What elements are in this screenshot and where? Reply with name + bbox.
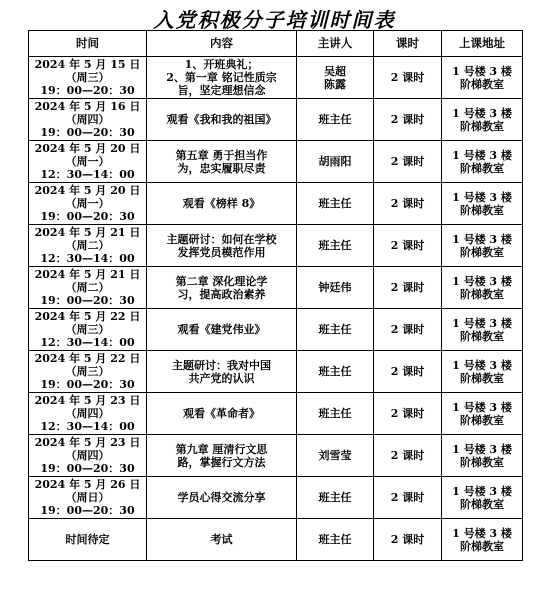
- content-cell-line: 习，提高政治素养: [177, 287, 266, 301]
- content-cell-line: 1、开班典礼；: [184, 58, 259, 71]
- time-cell: [29, 435, 147, 477]
- lecturer-cell-line: 陈露: [324, 77, 346, 91]
- place-cell-line: 阶梯教室: [460, 413, 504, 427]
- content-cell-line: 旨，坚定理想信念: [177, 84, 266, 97]
- time-cell-line: （周三）: [65, 71, 110, 84]
- lecturer-cell-line: 班主任: [318, 533, 352, 546]
- content-cell: [147, 267, 297, 309]
- time-cell-line: 19：00—20：30: [40, 294, 135, 307]
- hours-cell: 2 课时: [374, 393, 442, 435]
- lecturer-cell-line: 吴超: [324, 64, 346, 78]
- place-cell: [442, 183, 523, 225]
- content-cell: [147, 393, 297, 435]
- hours-cell: 2 课时: [374, 183, 442, 225]
- content-cell-line: 学员心得交流分享: [177, 491, 266, 504]
- hours-cell: 2 课时: [374, 267, 442, 309]
- lecturer-cell-line: 胡雨阳: [318, 155, 352, 168]
- place-cell: [442, 435, 523, 477]
- time-cell-line: 2024 年 5 月 22 日: [34, 310, 141, 323]
- time-cell-line: 2024 年 5 月 26 日: [34, 478, 141, 491]
- lecturer-cell-line: 班主任: [318, 323, 352, 336]
- table-row: [29, 351, 523, 393]
- time-cell-line: 19：00—20：30: [40, 84, 135, 97]
- content-cell-line: 第二章 深化理论学: [175, 274, 268, 288]
- time-cell-line: 2024 年 5 月 15 日: [34, 58, 141, 71]
- time-cell-line: 2024 年 5 月 20 日: [34, 184, 141, 197]
- time-cell-line: （周一）: [65, 197, 110, 210]
- time-cell-line: 2024 年 5 月 22 日: [34, 352, 141, 365]
- lecturer-cell: [297, 267, 374, 309]
- time-cell-line: （周四）: [65, 449, 110, 462]
- time-cell: [29, 57, 147, 99]
- time-cell-line: 2024 年 5 月 23 日: [34, 394, 141, 407]
- lecturer-cell: [297, 309, 374, 351]
- time-cell: [29, 519, 147, 561]
- time-cell: [29, 351, 147, 393]
- lecturer-cell-line: 班主任: [318, 491, 352, 504]
- table-row: [29, 435, 523, 477]
- time-cell-line: 12：30—14：00: [40, 420, 135, 433]
- header-place: 上课地址: [442, 31, 523, 57]
- place-cell-line: 1 号楼 3 楼: [452, 148, 512, 162]
- content-cell-line: 共产党的认识: [188, 371, 255, 385]
- lecturer-cell: [297, 183, 374, 225]
- time-cell-line: （周二）: [65, 239, 110, 252]
- place-cell-line: 1 号楼 3 楼: [452, 232, 512, 246]
- lecturer-cell-line: 刘雪莹: [318, 449, 352, 462]
- table-row: [29, 519, 523, 561]
- place-cell: [442, 99, 523, 141]
- time-cell-line: 12：30—14：00: [40, 252, 135, 265]
- content-cell: [147, 141, 297, 183]
- place-cell-line: 1 号楼 3 楼: [452, 64, 512, 78]
- content-cell-line: 2、第一章 铭记性质宗: [166, 71, 277, 84]
- table-row: [29, 225, 523, 267]
- place-cell: [442, 519, 523, 561]
- lecturer-cell-line: 班主任: [318, 365, 352, 378]
- place-cell: [442, 225, 523, 267]
- hours-cell: 2 课时: [374, 57, 442, 99]
- table-row: [29, 99, 523, 141]
- time-cell-line: 19：00—20：30: [40, 462, 135, 475]
- time-cell-line: 19：00—20：30: [40, 126, 135, 139]
- time-cell-line: （周日）: [65, 491, 110, 504]
- time-cell-line: （周一）: [65, 155, 110, 168]
- time-cell: [29, 99, 147, 141]
- lecturer-cell: [297, 99, 374, 141]
- content-cell: [147, 183, 297, 225]
- content-cell-line: 路，掌握行文方法: [177, 455, 266, 469]
- content-cell-line: 考试: [210, 533, 233, 546]
- time-cell-line: 2024 年 5 月 16 日: [34, 100, 141, 113]
- content-cell-line: 主题研讨：如何在学校: [166, 232, 277, 246]
- time-cell-line: 时间待定: [65, 533, 110, 546]
- page-title: 入党积极分子培训时间表: [153, 8, 396, 32]
- table-row: [29, 57, 523, 99]
- content-cell-line: 观看《建党伟业》: [177, 323, 266, 336]
- lecturer-cell-line: 班主任: [318, 113, 352, 126]
- place-cell-line: 阶梯教室: [460, 455, 504, 469]
- place-cell-line: 阶梯教室: [460, 203, 504, 217]
- place-cell: [442, 57, 523, 99]
- place-cell-line: 1 号楼 3 楼: [452, 190, 512, 204]
- place-cell-line: 1 号楼 3 楼: [452, 316, 512, 330]
- time-cell-line: 19：00—20：30: [40, 504, 135, 517]
- time-cell: [29, 393, 147, 435]
- content-cell: [147, 99, 297, 141]
- content-cell: [147, 351, 297, 393]
- lecturer-cell: [297, 57, 374, 99]
- time-cell-line: 2024 年 5 月 21 日: [34, 268, 141, 281]
- time-cell-line: 12：30—14：00: [40, 336, 135, 349]
- hours-cell: 2 课时: [374, 519, 442, 561]
- table-row: [29, 477, 523, 519]
- header-row: [29, 31, 523, 57]
- place-cell-line: 1 号楼 3 楼: [452, 526, 512, 540]
- content-cell-line: 观看《榜样 8》: [182, 197, 261, 210]
- lecturer-cell: [297, 393, 374, 435]
- place-cell-line: 阶梯教室: [460, 287, 504, 301]
- lecturer-cell: [297, 519, 374, 561]
- time-cell: [29, 225, 147, 267]
- hours-cell: 2 课时: [374, 225, 442, 267]
- time-cell-line: 2024 年 5 月 21 日: [34, 226, 141, 239]
- place-cell-line: 阶梯教室: [460, 329, 504, 343]
- place-cell-line: 1 号楼 3 楼: [452, 358, 512, 372]
- content-cell-line: 为，忠实履职尽责: [177, 161, 266, 175]
- header-hours: 课时: [374, 31, 442, 57]
- hours-cell: 2 课时: [374, 477, 442, 519]
- place-cell: [442, 393, 523, 435]
- time-cell-line: 2024 年 5 月 20 日: [34, 142, 141, 155]
- schedule-table: [28, 30, 523, 561]
- lecturer-cell: [297, 351, 374, 393]
- content-cell-line: 发挥党员模范作用: [177, 245, 266, 259]
- content-cell-line: 主题研讨：我对中国: [172, 358, 271, 372]
- time-cell-line: （周四）: [65, 407, 110, 420]
- time-cell-line: 19：00—20：30: [40, 378, 135, 391]
- time-cell-line: （周二）: [65, 281, 110, 294]
- content-cell: [147, 309, 297, 351]
- table-row: [29, 267, 523, 309]
- place-cell-line: 阶梯教室: [460, 245, 504, 259]
- table-row: [29, 183, 523, 225]
- lecturer-cell-line: 班主任: [318, 407, 352, 420]
- place-cell-line: 阶梯教室: [460, 119, 504, 133]
- hours-cell: 2 课时: [374, 309, 442, 351]
- table-row: [29, 309, 523, 351]
- header-content: 内容: [147, 31, 297, 57]
- time-cell-line: 2024 年 5 月 23 日: [34, 436, 141, 449]
- header-lecturer: 主讲人: [297, 31, 374, 57]
- time-cell: [29, 141, 147, 183]
- place-cell: [442, 477, 523, 519]
- hours-cell: 2 课时: [374, 99, 442, 141]
- hours-cell: 2 课时: [374, 141, 442, 183]
- content-cell: [147, 57, 297, 99]
- table-row: [29, 393, 523, 435]
- content-cell: [147, 225, 297, 267]
- lecturer-cell: [297, 435, 374, 477]
- content-cell: [147, 435, 297, 477]
- time-cell-line: （周三）: [65, 323, 110, 336]
- time-cell-line: 19：00—20：30: [40, 210, 135, 223]
- time-cell-line: （周三）: [65, 365, 110, 378]
- place-cell-line: 阶梯教室: [460, 161, 504, 175]
- place-cell: [442, 309, 523, 351]
- content-cell: [147, 519, 297, 561]
- place-cell-line: 阶梯教室: [460, 371, 504, 385]
- lecturer-cell: [297, 477, 374, 519]
- place-cell-line: 阶梯教室: [460, 77, 504, 91]
- lecturer-cell-line: 钟廷伟: [318, 281, 352, 294]
- time-cell-line: （周四）: [65, 113, 110, 126]
- lecturer-cell-line: 班主任: [318, 239, 352, 252]
- lecturer-cell: [297, 225, 374, 267]
- time-cell: [29, 309, 147, 351]
- time-cell: [29, 183, 147, 225]
- time-cell: [29, 267, 147, 309]
- lecturer-cell-line: 班主任: [318, 197, 352, 210]
- time-cell-line: 12：30—14：00: [40, 168, 135, 181]
- place-cell: [442, 351, 523, 393]
- place-cell-line: 1 号楼 3 楼: [452, 274, 512, 288]
- content-cell: [147, 477, 297, 519]
- hours-cell: 2 课时: [374, 435, 442, 477]
- place-cell: [442, 267, 523, 309]
- header-time: 时间: [29, 31, 147, 57]
- time-cell: [29, 477, 147, 519]
- place-cell-line: 1 号楼 3 楼: [452, 442, 512, 456]
- content-cell-line: 观看《我和我的祖国》: [166, 113, 277, 126]
- content-cell-line: 观看《革命者》: [183, 407, 260, 420]
- hours-cell: 2 课时: [374, 351, 442, 393]
- place-cell-line: 1 号楼 3 楼: [452, 400, 512, 414]
- place-cell-line: 1 号楼 3 楼: [452, 106, 512, 120]
- schedule-body: [29, 57, 523, 561]
- lecturer-cell: [297, 141, 374, 183]
- table-row: [29, 141, 523, 183]
- content-cell-line: 第五章 勇于担当作: [175, 148, 268, 162]
- content-cell-line: 第九章 厘清行文思: [175, 442, 268, 456]
- place-cell-line: 1 号楼 3 楼: [452, 484, 512, 498]
- place-cell: [442, 141, 523, 183]
- place-cell-line: 阶梯教室: [460, 497, 504, 511]
- place-cell-line: 阶梯教室: [460, 539, 504, 553]
